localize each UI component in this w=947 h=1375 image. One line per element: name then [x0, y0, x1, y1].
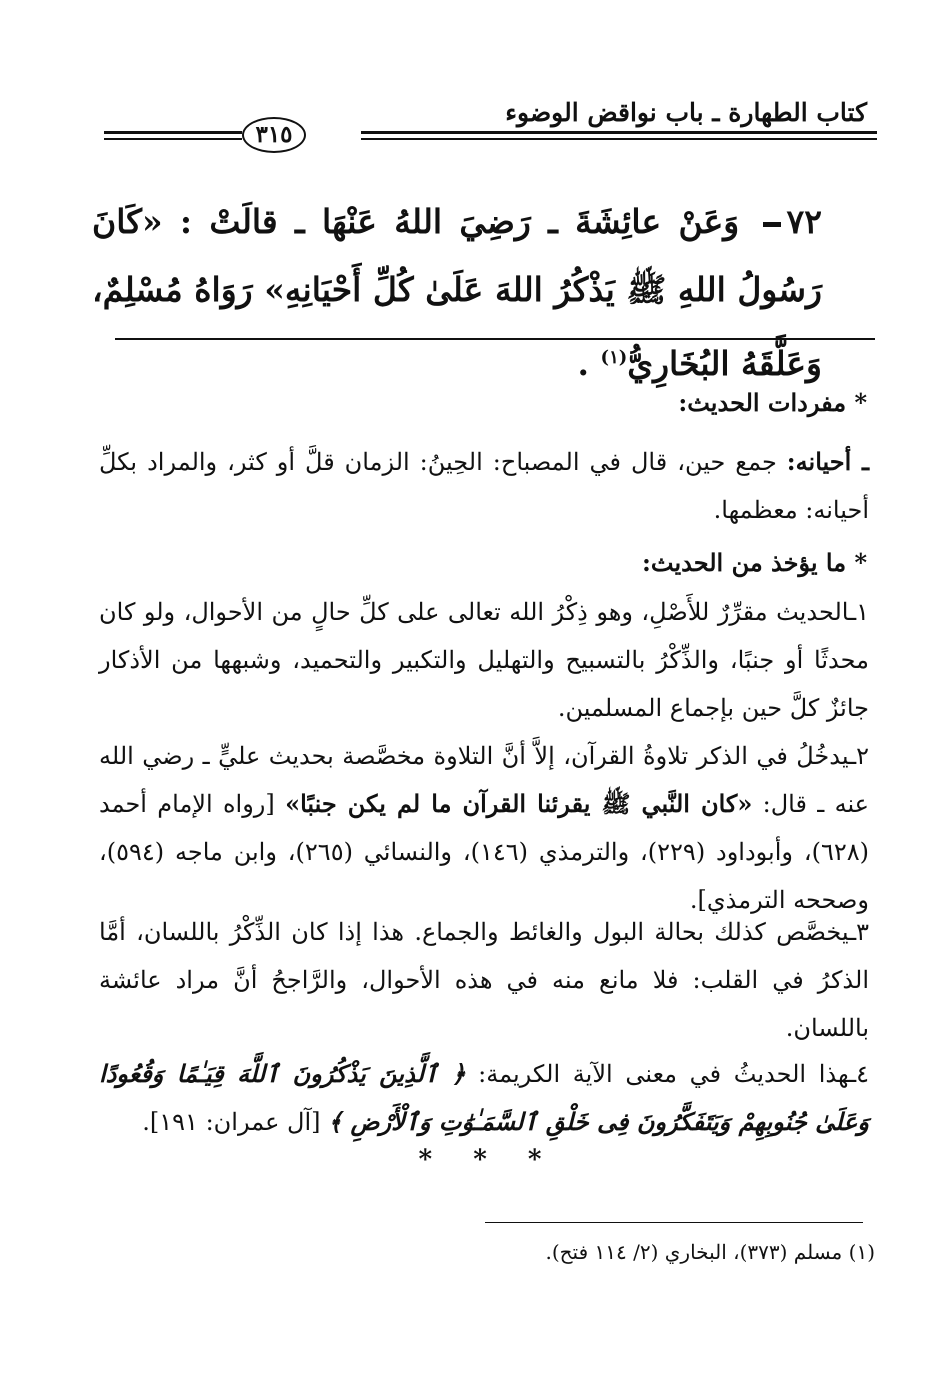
quran-verse: ﴿ ٱلَّذِينَ يَذْكُرُونَ ٱللَّهَ قِيَـٰمًا وَقُعُودًا وَعَلَىٰ جُنُوبِهِمْ وَيَتَفَكَّرُونَ فِى خَلْقِ ٱلسَّمَـٰوَٰتِ وَٱلْأَرْضِ ﴾: [99, 1059, 869, 1136]
benefit-3-number: ٣ـ: [849, 918, 869, 946]
benefit-2-after: [رواه الإمام أحمد (٦٢٨)، وأبوداود (٢٢٩)، والترمذي (١٤٦)، والنسائي (٢٦٥)، وابن ماجه (٥٩٤)، وصححه الترمذي].: [99, 790, 870, 914]
benefit-2-quote: «كان النَّبي ﷺ يقرئنا القرآن ما لم يكن جنبًا»: [285, 789, 753, 818]
vocab-text: جمع حين، قال في المصباح: الحِينُ: الزمان قلَّ أو كثر، والمراد بكلِّ أحيانه: معظمها.: [99, 448, 869, 524]
vocab-heading: * مفردات الحديث:: [678, 388, 867, 417]
vocab-paragraph: [99, 438, 869, 534]
benefit-item-4: [99, 1050, 869, 1146]
benefit-4-number: ٤ـ: [849, 1060, 869, 1088]
benefit-item-3: [99, 908, 869, 1052]
hadith-end: .: [577, 344, 601, 383]
benefit-item-2: [99, 732, 869, 924]
page-number: ٣١٥: [242, 117, 306, 153]
benefit-1-text: الحديث مقرِّرٌ للأَصْلِ، وهو ذِكْرُ الله تعالى على كلِّ حالٍ من الأحوال، ولو كان محدثًا أو جنبًا، والذِّكْرُ بالتسبيح والتهليل والتكبير والتحميد، وشبهها من الأذكار جائزٌ كلَّ حين بإجماع المسلمين.: [99, 598, 869, 722]
hadith-number: ٧٢: [786, 202, 822, 241]
footnote-ref: (١): [600, 347, 628, 368]
benefit-4-before: هذا الحديثُ في معنى الآية الكريمة:: [478, 1060, 850, 1088]
vocab-lead: ـ أحيانه:: [786, 447, 869, 476]
benefit-2-number: ٢ـ: [849, 742, 870, 770]
header-rule-left: [104, 131, 242, 134]
header-rule-right-thin: [361, 138, 877, 140]
hadith-matn: وَعَنْ عائِشَةَ ـ رَضِيَ اللهُ عَنْهَا ـ قالَتْ : «كَانَ رَسُولُ اللهِ ﷺ يَذْكُرُ اللهَ عَلَىٰ كُلِّ أَحْيَانِهِ» رَوَاهُ مُسْلِمٌ، وَعَلَّقَهُ البُخَارِيُّ: [92, 202, 822, 383]
header-rule-left-thin: [104, 138, 242, 140]
benefit-4-after: [آل عمران: ١٩١].: [142, 1108, 321, 1136]
hadith-text-block: [92, 188, 822, 398]
header-rule-right: [361, 131, 877, 134]
benefit-1-number: ١ـ: [849, 598, 869, 626]
benefit-2-before: يدخُلُ في الذكر تلاوةُ القرآن، إلاَّ أنَّ التلاوة مخصَّصة بحديث عليٍّ ـ رضي الله عنه ـ قال:: [99, 742, 870, 818]
benefit-3-text: يخصَّص كذلك بحالة البول والغائط والجماع. هذا إذا كان الذِّكْرُ باللسان، أمَّا الذكرُ في القلب: فلا مانع منه في هذه الأحوال، والرَّاجحُ أنَّ مراد عائشة باللسان.: [99, 918, 869, 1042]
running-title: كتاب الطهارة ـ باب نواقض الوضوء: [505, 98, 867, 127]
benefits-heading: * ما يؤخذ من الحديث:: [642, 548, 867, 577]
footnote-rule: [485, 1222, 863, 1223]
section-separator-stars: * * *: [418, 1145, 558, 1175]
footnote-text: (١) مسلم (٣٧٣)، البخاري (٢/ ١١٤ فتح).: [545, 1240, 875, 1264]
hadith-dash: [763, 222, 781, 227]
hadith-separator-rule: [115, 338, 875, 340]
benefit-item-1: [99, 588, 869, 732]
